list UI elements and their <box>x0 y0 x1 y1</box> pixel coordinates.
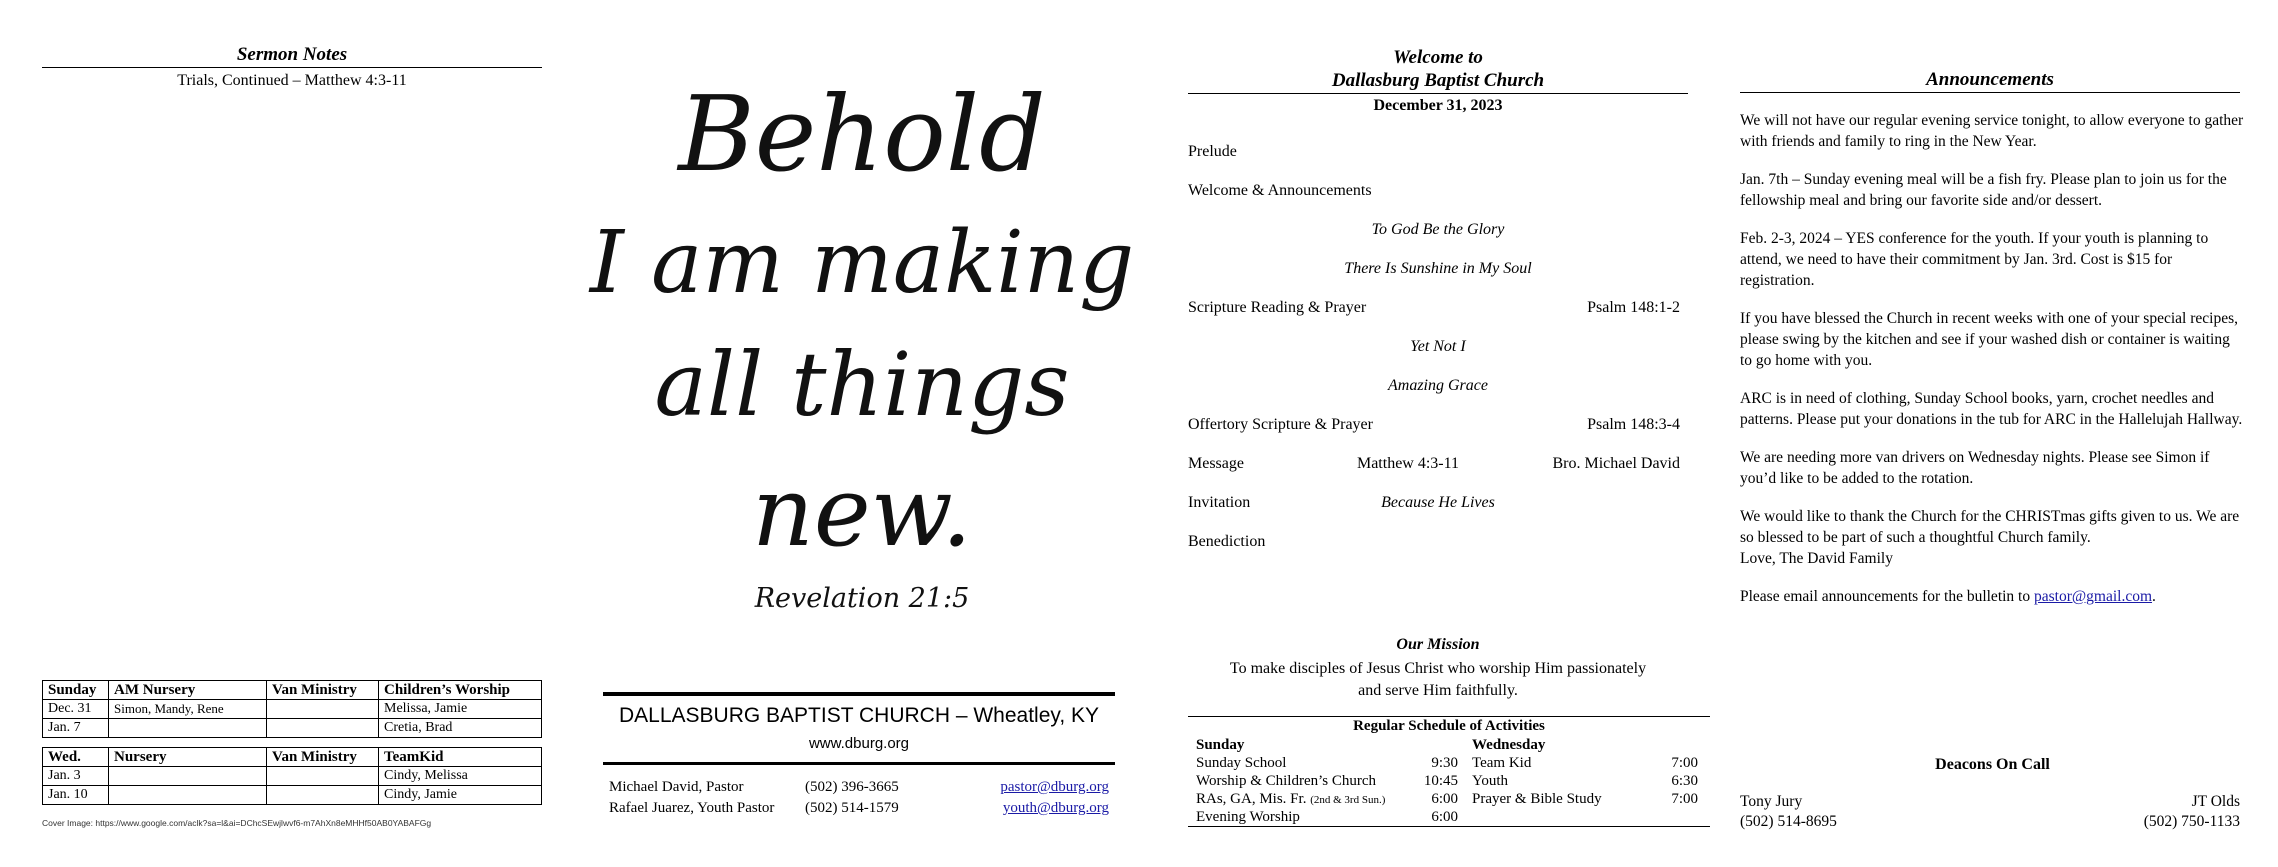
message-reference: Matthew 4:3-11 <box>1356 455 1460 472</box>
table-cell <box>109 786 267 805</box>
worship-item-label: Message <box>1188 455 1244 472</box>
worship-item-label: Scripture Reading & Prayer <box>1188 299 1367 316</box>
schedule-row <box>1472 790 1698 808</box>
schedule-row <box>1472 754 1698 772</box>
activity-name <box>1196 790 1385 809</box>
table-row <box>43 719 542 738</box>
table-header-cell: TeamKid <box>379 748 542 767</box>
announcements-panel <box>1725 0 2278 867</box>
activity-name: Worship & Children’s Church <box>1196 773 1377 789</box>
staff-email-link[interactable]: pastor@dburg.org <box>1000 779 1109 795</box>
worship-item-label: Benediction <box>1188 533 1266 550</box>
announcement-item: We are needing more van drivers on Wednesday nights. Please see Simon if you’d like to be added to the rotation. <box>1740 449 2210 487</box>
order-of-worship-panel <box>1150 0 1725 867</box>
staff-email-link[interactable]: youth@dburg.org <box>1002 800 1109 816</box>
activity-time: 6:00 <box>1431 809 1458 825</box>
cover-line-new: new. <box>752 456 972 568</box>
deacon-names-row <box>1740 793 2240 813</box>
church-website[interactable]: www.dburg.org <box>808 735 910 752</box>
sermon-notes-text: Trials, Continued – Matthew 4:3-11 <box>177 72 407 89</box>
schedule-row <box>1196 772 1458 790</box>
table-cell: Jan. 3 <box>43 767 109 786</box>
divider-bar <box>603 692 1115 696</box>
staff-name: Rafael Juarez, Youth Pastor <box>609 800 775 816</box>
divider-line <box>1188 716 1710 717</box>
table-row <box>43 767 542 786</box>
worship-item <box>1188 533 1688 553</box>
announcement-item: Jan. 7th – Sunday evening meal will be a fish fry. Please plan to join us for the fellowship meal and bring our favorite side and/or dessert. <box>1740 171 2227 209</box>
table-cell <box>267 719 379 738</box>
table-header-row <box>43 681 542 700</box>
scripture-reference: Psalm 148:3-4 <box>1587 416 1680 433</box>
wednesday-header <box>1472 736 1698 754</box>
sunday-schedule-table <box>42 680 542 738</box>
table-header-cell: Nursery <box>109 748 267 767</box>
table-cell: Dec. 31 <box>43 700 109 719</box>
worship-item <box>1188 182 1688 202</box>
table-header-cell: Van Ministry <box>267 748 379 767</box>
cover-line-making: I am making <box>589 213 1135 313</box>
announcements-title: Announcements <box>1740 69 2240 93</box>
table-row <box>43 786 542 805</box>
table-row <box>43 700 542 719</box>
wednesday-schedule-table <box>42 747 542 805</box>
announcement-signature: Love, The David Family <box>1740 550 1893 567</box>
announcement-email-link[interactable]: pastor@gmail.com <box>2034 588 2153 605</box>
worship-hymn <box>1188 221 1688 241</box>
deacon-name: JT Olds <box>2191 793 2240 810</box>
cover-verse-art <box>575 0 1150 640</box>
activity-time: 6:30 <box>1671 773 1698 789</box>
activity-time: 10:45 <box>1423 773 1458 789</box>
deacon-phones-row <box>1740 813 2240 833</box>
schedule-row <box>1196 754 1458 772</box>
message-speaker: Bro. Michael David <box>1552 455 1680 472</box>
table-cell: Melissa, Jamie <box>379 700 542 719</box>
sunday-header <box>1196 736 1458 754</box>
scripture-reference: Psalm 148:1-2 <box>1587 299 1680 316</box>
worship-hymn <box>1188 260 1688 280</box>
sermon-notes-title: Sermon Notes <box>42 44 542 68</box>
worship-item-label: Prelude <box>1188 143 1237 160</box>
table-header-cell: Wed. <box>43 748 109 767</box>
table-cell: Jan. 7 <box>43 719 109 738</box>
staff-row <box>609 800 1109 820</box>
worship-item <box>1188 455 1688 475</box>
announcement-item: ARC is in need of clothing, Sunday School books, yarn, crochet needles and patterns. Please put your donations in the tub for ARC in the Hallelujah Hallway. <box>1740 390 2243 428</box>
cover-image-credit: Cover Image: https://www.google.com/aclk?sa=l&ai=DChcSEwjlwvf6-m7AhXn8eMHHf50AB0YABAFGg <box>42 818 432 828</box>
mission-title: Our Mission <box>1396 636 1480 653</box>
table-cell: Simon, Mandy, Rene <box>109 700 267 719</box>
activity-name: Evening Worship <box>1196 809 1300 825</box>
table-cell <box>267 700 379 719</box>
schedule-day-label: Wednesday <box>1472 737 1546 753</box>
divider-bar <box>603 762 1115 765</box>
announcement-item: We will not have our regular evening service tonight, to allow everyone to gather with friends and family to ring in the New Year. <box>1740 112 2244 150</box>
cover-reference: Revelation 21:5 <box>754 583 970 614</box>
staff-phone: (502) 514-1579 <box>805 800 899 816</box>
activity-time: 9:30 <box>1431 755 1458 771</box>
table-header-cell: AM Nursery <box>109 681 267 700</box>
announcement-email-note <box>1740 586 2245 607</box>
schedule-row <box>1472 772 1698 790</box>
announcement-item: Feb. 2-3, 2024 – YES conference for the youth. If your youth is planning to attend, we need to have their commitment by Jan. 3rd. Cost is $15 for registration. <box>1740 230 2209 289</box>
table-cell <box>109 767 267 786</box>
activity-note: (2nd & 3rd Sun.) <box>1310 794 1386 806</box>
divider-line <box>1188 826 1710 827</box>
deacon-name: Tony Jury <box>1740 793 1803 810</box>
table-cell: Cindy, Jamie <box>379 786 542 805</box>
cover-panel <box>575 0 1150 867</box>
cover-line-all-things: all things <box>654 333 1070 436</box>
church-title: Dallasburg Baptist Church <box>1188 70 1688 94</box>
schedule-row <box>1196 790 1458 808</box>
table-cell: Cretia, Brad <box>379 719 542 738</box>
deacons-title: Deacons On Call <box>1935 756 2050 773</box>
worship-item <box>1188 494 1688 514</box>
worship-item <box>1188 416 1688 436</box>
table-header-row <box>43 748 542 767</box>
table-header-cell: Van Ministry <box>267 681 379 700</box>
hymn-title: There Is Sunshine in My Soul <box>1344 260 1532 277</box>
schedule-title: Regular Schedule of Activities <box>1353 718 1545 734</box>
announcement-item: We would like to thank the Church for the CHRISTmas gifts given to us. We are so blessed to be part of such a thoughtful Church family. <box>1740 508 2240 546</box>
table-header-cell: Sunday <box>43 681 109 700</box>
staff-phone: (502) 396-3665 <box>805 779 899 795</box>
worship-item <box>1188 299 1688 319</box>
hymn-title: Amazing Grace <box>1388 377 1488 394</box>
activity-name: Prayer & Bible Study <box>1472 791 1602 807</box>
staff-row <box>609 779 1109 799</box>
cover-line-behold: Behold <box>678 73 1046 195</box>
worship-hymn <box>1188 377 1688 397</box>
email-note-suffix: . <box>2152 588 2156 605</box>
sermon-notes-panel <box>0 0 575 867</box>
activity-name: Team Kid <box>1472 755 1532 771</box>
table-cell <box>267 767 379 786</box>
hymn-title: To God Be the Glory <box>1371 221 1505 238</box>
worship-item-label: Invitation <box>1188 494 1251 511</box>
activity-name-text: RAs, GA, Mis. Fr. <box>1196 791 1307 807</box>
service-date: December 31, 2023 <box>1373 97 1503 114</box>
deacon-phone: (502) 514-8695 <box>1740 813 1837 830</box>
worship-item <box>1188 143 1688 163</box>
table-cell <box>109 719 267 738</box>
table-header-cell: Children’s Worship <box>379 681 542 700</box>
invitation-song: Because He Lives <box>1381 494 1495 511</box>
schedule-day-label: Sunday <box>1196 737 1245 753</box>
table-cell <box>267 786 379 805</box>
activity-name: Sunday School <box>1196 755 1287 771</box>
announcements-list <box>1740 110 2245 624</box>
activity-time: 6:00 <box>1431 791 1458 807</box>
activity-time: 7:00 <box>1671 791 1698 807</box>
worship-hymn <box>1188 338 1688 358</box>
deacon-phone: (502) 750-1133 <box>2143 813 2240 830</box>
church-name: DALLASBURG BAPTIST CHURCH – Wheatley, KY <box>618 704 1100 727</box>
mission-statement <box>1188 658 1688 702</box>
mission-line: To make disciples of Jesus Christ who worship Him passionately <box>1229 660 1647 677</box>
table-cell: Cindy, Melissa <box>379 767 542 786</box>
worship-item-label: Welcome & Announcements <box>1188 182 1372 199</box>
welcome-title: Welcome to <box>1393 47 1483 68</box>
staff-name: Michael David, Pastor <box>609 779 744 795</box>
activity-name: Youth <box>1472 773 1508 789</box>
activity-time: 7:00 <box>1671 755 1698 771</box>
schedule-row <box>1196 808 1458 826</box>
worship-item-label: Offertory Scripture & Prayer <box>1188 416 1373 433</box>
email-note-prefix: Please email announcements for the bulletin to <box>1740 588 2034 605</box>
mission-line: and serve Him faithfully. <box>1358 682 1518 699</box>
announcement-item: If you have blessed the Church in recent weeks with one of your special recipes, please swing by the kitchen and see if your washed dish or container is waiting to go home with you. <box>1740 310 2238 369</box>
hymn-title: Yet Not I <box>1410 338 1466 355</box>
table-cell: Jan. 10 <box>43 786 109 805</box>
